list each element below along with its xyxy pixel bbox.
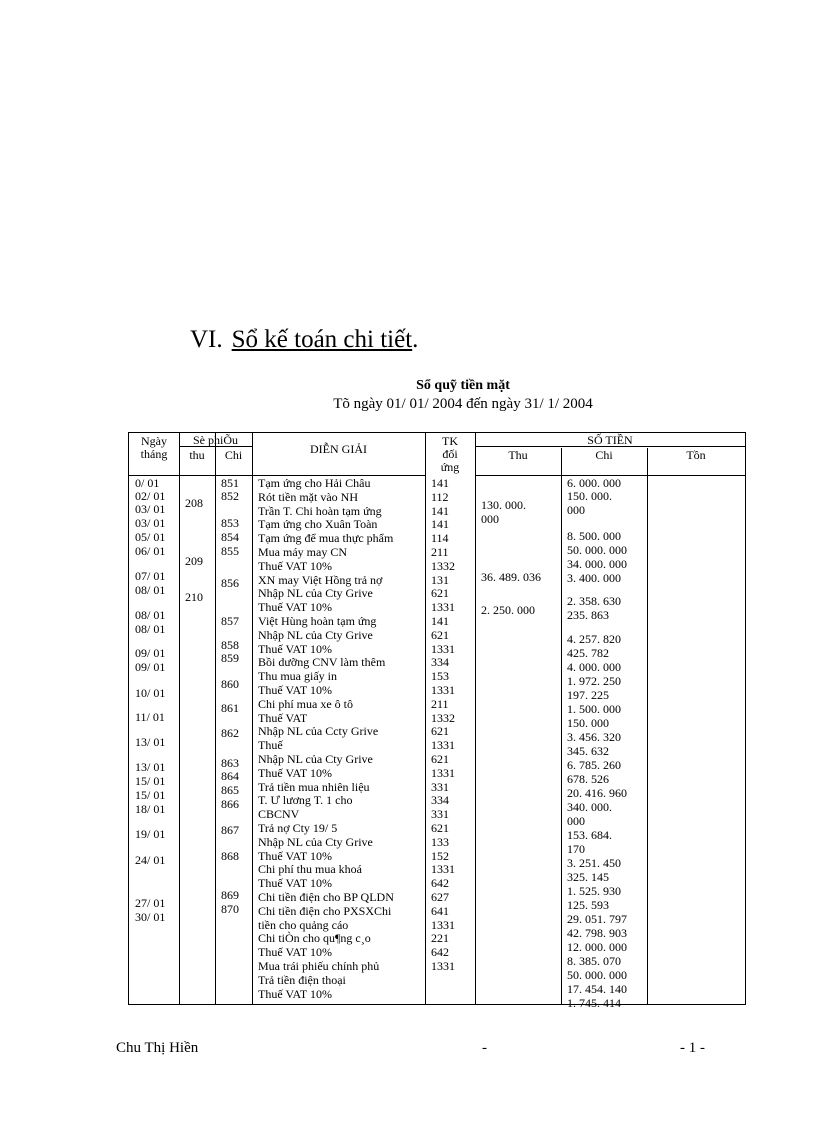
account-cell: 621 xyxy=(431,628,449,642)
voucher-chi-cell: 861 xyxy=(221,701,239,715)
date-cell: 13/ 01 xyxy=(135,735,166,749)
amount-thu-cell: 000 xyxy=(481,512,499,526)
date-cell: 19/ 01 xyxy=(135,827,166,841)
date-cell: 03/ 01 xyxy=(135,516,166,530)
account-cell: 1331 xyxy=(431,918,455,932)
account-cell: 1332 xyxy=(431,559,455,573)
footer-page-number: - 1 - xyxy=(680,1040,705,1056)
header-date-line1: Ngày xyxy=(141,434,167,448)
amount-chi-cell: 2. 358. 630 xyxy=(567,594,621,608)
description-cell: Thuế VAT 10% xyxy=(258,849,333,863)
date-cell: 02/ 01 xyxy=(135,489,166,503)
account-cell: 642 xyxy=(431,876,449,890)
description-cell: Việt Hùng hoàn tạm ứng xyxy=(258,614,377,628)
book-date-range: Tõ ngày 01/ 01/ 2004 đến ngày 31/ 1/ 2004 xyxy=(333,396,593,412)
amount-chi-cell: 1. 525. 930 xyxy=(567,884,621,898)
date-cell: 05/ 01 xyxy=(135,530,166,544)
header-amount-ton: Tồn xyxy=(686,448,706,462)
amount-chi-cell: 1. 745. 414 xyxy=(567,996,621,1010)
description-cell: Thuế VAT xyxy=(258,711,308,725)
amount-chi-cell: 1. 500. 000 xyxy=(567,702,621,716)
account-cell: 1331 xyxy=(431,862,455,876)
amount-chi-cell: 150. 000. xyxy=(567,489,612,503)
description-cell: Thuế VAT 10% xyxy=(258,600,333,614)
description-cell: Chi phí thu mua khoá xyxy=(258,862,362,876)
amount-chi-cell: 170 xyxy=(567,842,585,856)
account-cell: 331 xyxy=(431,807,449,821)
section-title-period: . xyxy=(412,326,419,353)
section-number: VI. xyxy=(190,326,223,353)
amount-thu-cell: 130. 000. xyxy=(481,498,526,512)
header-voucher-chi: Chi xyxy=(224,448,243,462)
grid-line xyxy=(215,433,216,1004)
description-cell: Chi tiền điện cho BP QLDN xyxy=(258,890,394,904)
voucher-chi-cell: 865 xyxy=(221,783,239,797)
description-cell: Nhập NL của Ccty Grive xyxy=(258,724,379,738)
description-cell: Nhập NL của Cty Grive xyxy=(258,752,373,766)
amount-chi-cell: 17. 454. 140 xyxy=(567,982,627,996)
header-amount-thu: Thu xyxy=(508,448,528,462)
account-cell: 141 xyxy=(431,614,449,628)
account-cell: 221 xyxy=(431,931,449,945)
account-cell: 112 xyxy=(431,490,449,504)
header-account-line1: TK xyxy=(442,434,458,448)
grid-line xyxy=(647,448,648,1004)
description-cell: Mua máy may CN xyxy=(258,545,347,559)
amount-chi-cell: 34. 000. 000 xyxy=(567,557,627,571)
header-account-line2: đối xyxy=(442,447,458,461)
header-amount: SỐ TIỀN xyxy=(587,433,633,447)
description-cell: CBCNV xyxy=(258,807,300,821)
grid-line xyxy=(425,433,426,1004)
amount-chi-cell: 12. 000. 000 xyxy=(567,940,627,954)
amount-chi-cell: 50. 000. 000 xyxy=(567,968,627,982)
header-amount-chi: Chi xyxy=(595,448,613,462)
voucher-chi-cell: 856 xyxy=(221,576,239,590)
grid-line xyxy=(475,433,476,1004)
description-cell: Thu mua giấy in xyxy=(258,669,337,683)
account-cell: 152 xyxy=(431,849,449,863)
voucher-chi-cell: 854 xyxy=(221,530,239,544)
account-cell: 133 xyxy=(431,835,449,849)
voucher-chi-cell: 869 xyxy=(221,888,239,902)
description-cell: tiền cho quảng cáo xyxy=(258,918,349,932)
voucher-chi-cell: 868 xyxy=(221,849,239,863)
description-cell: Chi phí mua xe ô tô xyxy=(258,697,353,711)
date-cell: 24/ 01 xyxy=(135,853,166,867)
account-cell: 141 xyxy=(431,517,449,531)
account-cell: 114 xyxy=(431,531,449,545)
amount-chi-cell: 1. 972. 250 xyxy=(567,674,621,688)
description-cell: T. Ư lương T. 1 cho xyxy=(258,793,353,807)
description-cell: Trả tiền mua nhiên liệu xyxy=(258,780,370,794)
account-cell: 621 xyxy=(431,724,449,738)
header-account-line3: ứng xyxy=(440,460,460,474)
description-cell: Nhập NL của Cty Grive xyxy=(258,835,373,849)
voucher-chi-cell: 864 xyxy=(221,769,239,783)
header-voucher-thu: thu xyxy=(189,448,205,462)
amount-chi-cell: 8. 500. 000 xyxy=(567,529,621,543)
account-cell: 1331 xyxy=(431,683,455,697)
description-cell: Trần T. Chi hoàn tạm ứng xyxy=(258,504,382,518)
date-cell: 07/ 01 xyxy=(135,569,166,583)
description-cell: Thuế VAT 10% xyxy=(258,766,333,780)
amount-chi-cell: 6. 785. 260 xyxy=(567,758,621,772)
date-cell: 15/ 01 xyxy=(135,788,166,802)
description-cell: Tạm ứng cho Hải Châu xyxy=(258,476,371,490)
section-title: Sổ kế toán chi tiết xyxy=(231,326,413,353)
description-cell: Nhập NL của Cty Grive xyxy=(258,628,373,642)
description-cell: Chi tiÒn cho qu¶ng c¸o xyxy=(258,931,371,945)
amount-chi-cell: 8. 385. 070 xyxy=(567,954,621,968)
account-cell: 642 xyxy=(431,945,449,959)
section-heading xyxy=(190,326,418,354)
date-cell: 15/ 01 xyxy=(135,774,166,788)
account-cell: 1331 xyxy=(431,642,455,656)
amount-chi-cell: 000 xyxy=(567,503,585,517)
date-cell: 03/ 01 xyxy=(135,502,166,516)
date-cell: 06/ 01 xyxy=(135,544,166,558)
account-cell: 334 xyxy=(431,655,449,669)
voucher-chi-cell: 853 xyxy=(221,516,239,530)
voucher-thu-cell: 210 xyxy=(185,590,203,604)
amount-chi-cell: 4. 000. 000 xyxy=(567,660,621,674)
account-cell: 1332 xyxy=(431,711,455,725)
description-cell: Thuế VAT 10% xyxy=(258,945,333,959)
description-cell: Mua trái phiếu chính phủ xyxy=(258,959,380,973)
amount-thu-cell: 36. 489. 036 xyxy=(481,570,541,584)
amount-chi-cell: 325. 145 xyxy=(567,870,609,884)
description-cell: Thuế VAT 10% xyxy=(258,876,333,890)
account-cell: 1331 xyxy=(431,766,455,780)
description-cell: Tạm ứng để mua thực phẩm xyxy=(258,531,394,545)
amount-chi-cell: 153. 684. xyxy=(567,828,612,842)
account-cell: 153 xyxy=(431,669,449,683)
date-cell: 30/ 01 xyxy=(135,910,166,924)
amount-chi-cell: 197. 225 xyxy=(567,688,609,702)
account-cell: 621 xyxy=(431,586,449,600)
amount-thu-cell: 2. 250. 000 xyxy=(481,603,535,617)
description-cell: Tạm ứng cho Xuân Toàn xyxy=(258,517,378,531)
description-cell: Chi tiền điện cho PXSXChi xyxy=(258,904,392,918)
description-cell: Thuế VAT 10% xyxy=(258,683,333,697)
date-cell: 08/ 01 xyxy=(135,608,166,622)
description-cell: Bồi dưỡng CNV làm thêm xyxy=(258,655,386,669)
header-description: DIỄN GIẢI xyxy=(310,442,367,456)
description-cell: Nhập NL của Cty Grive xyxy=(258,586,373,600)
description-cell: Trả nợ Cty 19/ 5 xyxy=(258,821,338,835)
date-cell: 08/ 01 xyxy=(135,583,166,597)
account-cell: 641 xyxy=(431,904,449,918)
account-cell: 334 xyxy=(431,793,449,807)
amount-chi-cell: 150. 000 xyxy=(567,716,609,730)
date-cell: 18/ 01 xyxy=(135,802,166,816)
account-cell: 141 xyxy=(431,504,449,518)
grid-line xyxy=(252,433,253,1004)
amount-chi-cell: 6. 000. 000 xyxy=(567,476,621,490)
account-cell: 141 xyxy=(431,476,449,490)
voucher-chi-cell: 857 xyxy=(221,614,239,628)
date-cell: 10/ 01 xyxy=(135,686,166,700)
amount-chi-cell: 678. 526 xyxy=(567,772,609,786)
voucher-chi-cell: 870 xyxy=(221,902,239,916)
date-cell: 27/ 01 xyxy=(135,896,166,910)
amount-chi-cell: 3. 400. 000 xyxy=(567,571,621,585)
account-cell: 211 xyxy=(431,697,449,711)
date-cell: 13/ 01 xyxy=(135,760,166,774)
amount-chi-cell: 3. 456. 320 xyxy=(567,730,621,744)
amount-chi-cell: 42. 798. 903 xyxy=(567,926,627,940)
account-cell: 621 xyxy=(431,821,449,835)
amount-chi-cell: 125. 593 xyxy=(567,898,609,912)
account-cell: 211 xyxy=(431,545,449,559)
account-cell: 621 xyxy=(431,752,449,766)
amount-chi-cell: 000 xyxy=(567,814,585,828)
grid-line xyxy=(179,433,180,1004)
date-cell: 08/ 01 xyxy=(135,622,166,636)
account-cell: 131 xyxy=(431,573,449,587)
date-cell: 09/ 01 xyxy=(135,660,166,674)
amount-chi-cell: 50. 000. 000 xyxy=(567,543,627,557)
cash-ledger-table xyxy=(128,432,746,1010)
date-cell: 0/ 01 xyxy=(135,476,160,490)
voucher-chi-cell: 860 xyxy=(221,677,239,691)
voucher-thu-cell: 209 xyxy=(185,554,203,568)
account-cell: 627 xyxy=(431,890,449,904)
voucher-chi-cell: 859 xyxy=(221,651,239,665)
book-title: Sổ quỹ tiền mặt xyxy=(416,378,510,393)
voucher-chi-cell: 855 xyxy=(221,544,239,558)
amount-chi-cell: 4. 257. 820 xyxy=(567,632,621,646)
header-date-line2: tháng xyxy=(140,447,168,461)
amount-chi-cell: 425. 782 xyxy=(567,646,609,660)
voucher-thu-cell: 208 xyxy=(185,496,203,510)
amount-chi-cell: 29. 051. 797 xyxy=(567,912,627,926)
description-cell: Rót tiền mặt vào NH xyxy=(258,490,358,504)
voucher-chi-cell: 851 xyxy=(221,476,239,490)
description-cell: Trả tiền điện thoại xyxy=(258,973,346,987)
grid-line xyxy=(561,448,562,1004)
voucher-chi-cell: 867 xyxy=(221,823,239,837)
account-cell: 1331 xyxy=(431,738,455,752)
description-cell: Thuế VAT 10% xyxy=(258,559,333,573)
amount-chi-cell: 3. 251. 450 xyxy=(567,856,621,870)
description-cell: Thuế VAT 10% xyxy=(258,987,333,1001)
account-cell: 1331 xyxy=(431,959,455,973)
amount-chi-cell: 340. 000. xyxy=(567,800,612,814)
footer-separator: - xyxy=(482,1040,487,1056)
voucher-chi-cell: 862 xyxy=(221,726,239,740)
description-cell: Thuế VAT 10% xyxy=(258,642,333,656)
date-cell: 09/ 01 xyxy=(135,646,166,660)
header-voucher: Sè phiÕu xyxy=(193,433,238,447)
account-cell: 1331 xyxy=(431,600,455,614)
voucher-chi-cell: 858 xyxy=(221,638,239,652)
voucher-chi-cell: 866 xyxy=(221,797,239,811)
description-cell: XN may Việt Hồng trả nợ xyxy=(258,573,383,587)
voucher-chi-cell: 863 xyxy=(221,756,239,770)
amount-chi-cell: 20. 416. 960 xyxy=(567,786,627,800)
footer-author: Chu Thị Hiền xyxy=(116,1040,199,1056)
voucher-chi-cell: 852 xyxy=(221,489,239,503)
account-cell: 331 xyxy=(431,780,449,794)
date-cell: 11/ 01 xyxy=(135,710,165,724)
amount-chi-cell: 345. 632 xyxy=(567,744,609,758)
description-cell: Thuế xyxy=(258,738,283,752)
amount-chi-cell: 235. 863 xyxy=(567,608,609,622)
